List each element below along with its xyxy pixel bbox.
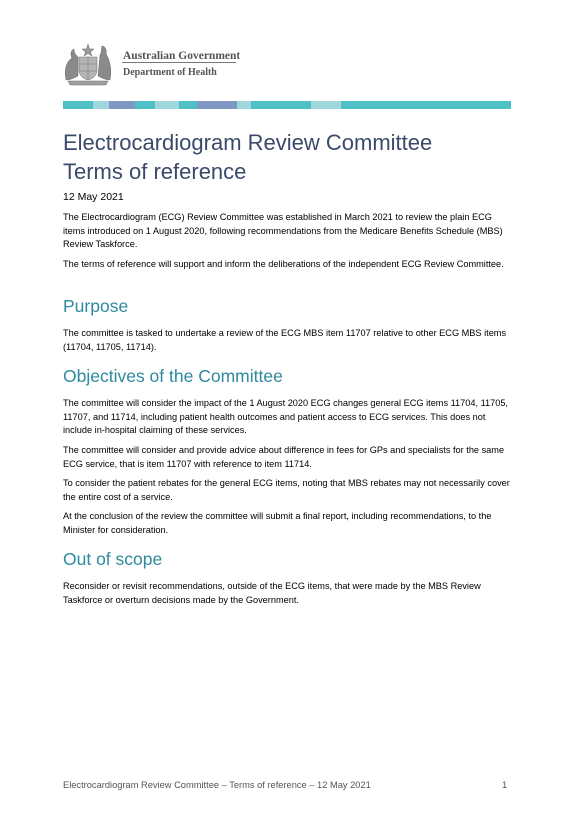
scope-heading: Out of scope xyxy=(63,549,163,569)
document-date: 12 May 2021 xyxy=(63,191,124,203)
title-line-1: Electrocardiogram Review Committee xyxy=(63,130,433,155)
header-color-bar xyxy=(63,101,511,109)
objectives-paragraph-4: At the conclusion of the review the committee will submit a final report, including recommendations, to the Minister for consideration. xyxy=(63,511,492,535)
purpose-heading: Purpose xyxy=(63,296,129,316)
logo-divider xyxy=(122,62,236,63)
objectives-paragraph-3: To consider the patient rebates for the general ECG items, noting that MBS rebates may not necessarily cover the entire cost of a service. xyxy=(63,478,510,502)
document-title xyxy=(63,128,432,186)
intro-paragraph-1: The Electrocardiogram (ECG) Review Committee was established in March 2021 to review the plain ECG items introduced on 1 August 2020, following recommendations from the Medicare Benefits Schedule (MBS) Review Taskforce. xyxy=(63,212,503,249)
department-name: Department of Health xyxy=(123,67,217,78)
footer-text: Electrocardiogram Review Committee – Terms of reference – 12 May 2021 xyxy=(63,780,371,790)
purpose-paragraph: The committee is tasked to undertake a review of the ECG MBS item 11707 relative to other ECG MBS items (11704, 11705, 11714). xyxy=(63,328,507,352)
objectives-heading: Objectives of the Committee xyxy=(63,366,283,386)
scope-paragraph: Reconsider or revisit recommendations, outside of the ECG items, that were made by the MBS Review Taskforce or overturn decisions made by the Government. xyxy=(63,581,481,605)
government-logo xyxy=(60,40,250,90)
intro-paragraph-2: The terms of reference will support and inform the deliberations of the independent ECG Review Committee. xyxy=(63,259,504,269)
title-line-2: Terms of reference xyxy=(63,159,247,184)
page-number: 1 xyxy=(502,780,508,790)
government-name: Australian Government xyxy=(123,50,241,62)
coat-of-arms-icon xyxy=(60,40,116,86)
objectives-paragraph-2: The committee will consider and provide advice about difference in fees for GPs and specialists for the same ECG service, that is item 11707 with reference to item 11714. xyxy=(63,445,505,469)
objectives-paragraph-1: The committee will consider the impact of the 1 August 2020 ECG changes general ECG items 11704, 11705, 11707, and 11714, including patient health outcomes and patient access to ECG services. This does not include in-hospital claiming of these services. xyxy=(63,398,508,435)
